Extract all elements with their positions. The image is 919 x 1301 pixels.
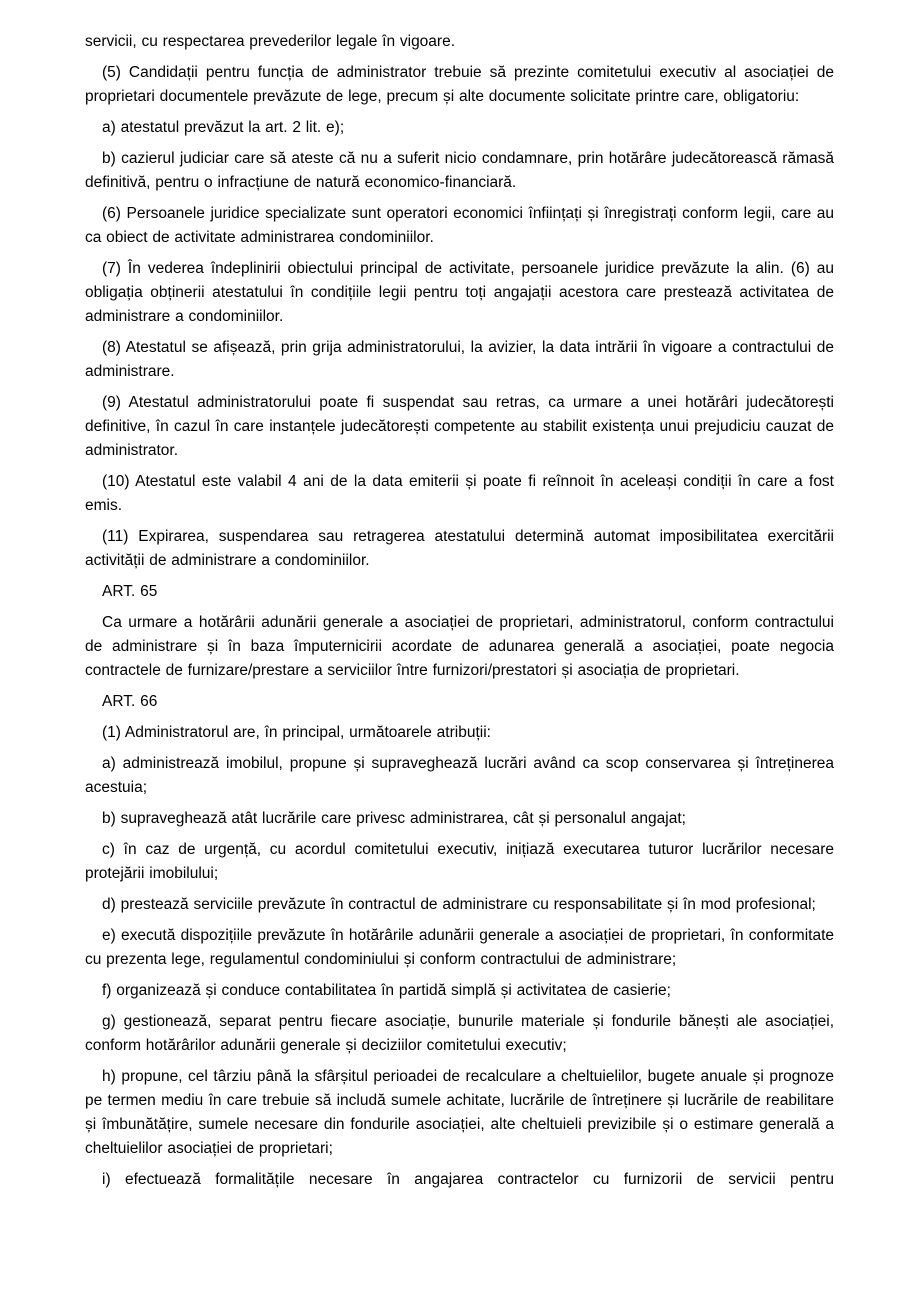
list-item-c: c) în caz de urgență, cu acordul comitetului executiv, inițiază executarea tuturor lucrărilor necesare protejării imobilului; (85, 841, 834, 882)
paragraph-8: (8) Atestatul se afișează, prin grija administratorului, la avizier, la data intrării în vigoare a contractului de administrare. (85, 339, 834, 380)
list-item-h: h) propune, cel târziu până la sfârșitul perioadei de recalculare a cheltuielilor, bugete anuale și prognoze pe termen mediu în care trebuie să includă sumele achitate, lucrările de întreținere și lucrările de reabilitare și îmbunătățire, sumele necesare din fondurile asociației, alte cheltuieli previzibile și o estimare generală a cheltuielilor asociației de proprietari; (85, 1068, 834, 1157)
paragraph-7: (7) În vederea îndeplinirii obiectului principal de activitate, persoanele juridice prevăzute la alin. (6) au obligația obținerii atestatului în condițiile legii pentru toți angajații acestora care prestează activitatea de administrare a condominiilor. (85, 260, 834, 325)
paragraph-9: (9) Atestatul administratorului poate fi suspendat sau retras, ca urmare a unei hotărâri judecătorești definitive, în cazul în care instanțele judecătorești competente au stabilit existența unui prejudiciu cauzat de administrator. (85, 394, 834, 459)
paragraph-11: (11) Expirarea, suspendarea sau retragerea atestatului determină automat imposibilitatea exercitării activității de administrare a condominiilor. (85, 528, 834, 569)
list-item-b: b) supraveghează atât lucrările care privesc administrarea, cât și personalul angajat; (102, 810, 686, 827)
paragraph-6: (6) Persoanele juridice specializate sunt operatori economici înființați și înregistrați conform legii, care au ca obiect de activitate administrarea condominiilor. (85, 205, 834, 246)
paragraph-1-art66: (1) Administratorul are, în principal, următoarele atribuții: (102, 724, 491, 741)
list-item-f: f) organizează și conduce contabilitatea în partidă simplă și activitatea de casierie; (102, 982, 671, 999)
list-item-d: d) prestează serviciile prevăzute în contractul de administrare cu responsabilitate și în mod profesional; (102, 896, 816, 913)
paragraph-continuation: servicii, cu respectarea prevederilor legale în vigoare. (85, 33, 456, 50)
paragraph-5: (5) Candidații pentru funcția de administrator trebuie să prezinte comitetului executiv al asociației de proprietari documentele prevăzute de lege, precum și alte documente solicitate printre care, obligatoriu: (85, 64, 834, 105)
article-65-heading: ART. 65 (102, 583, 158, 600)
list-item-g: g) gestionează, separat pentru fiecare asociație, bunurile materiale și fondurile bănești ale asociației, conform hotărârilor adunării generale și deciziilor comitetului executiv; (85, 1013, 834, 1054)
article-65-body: Ca urmare a hotărârii adunării generale a asociației de proprietari, administratorul, conform contractului de administrare și în baza împuternicirii acordate de adunarea generală a asociației, poate negocia contractele de furnizare/prestare a serviciilor între furnizori/prestatori și asociația de proprietari. (85, 614, 834, 679)
paragraph-10: (10) Atestatul este valabil 4 ani de la data emiterii și poate fi reînnoit în aceleași condiții în care a fost emis. (85, 473, 834, 514)
list-item-e: e) execută dispozițiile prevăzute în hotărârile adunării generale a asociației de proprietari, în conformitate cu prezenta lege, regulamentul condominiului și conform contractului de administrare; (85, 927, 834, 968)
article-66-heading: ART. 66 (102, 693, 158, 710)
list-item-a-art64: a) atestatul prevăzut la art. 2 lit. e); (102, 119, 345, 136)
list-item-a: a) administrează imobilul, propune și supraveghează lucrări având ca scop conservarea și întreținerea acestuia; (85, 755, 834, 796)
list-item-b-art64: b) cazierul judiciar care să ateste că nu a suferit nicio condamnare, prin hotărâre judecătorească rămasă definitivă, pentru o infracțiune de natură economico-financiară. (85, 150, 834, 191)
list-item-i-truncated: i) efectuează formalitățile necesare în angajarea contractelor cu furnizorii de servicii pentru (102, 1171, 834, 1188)
